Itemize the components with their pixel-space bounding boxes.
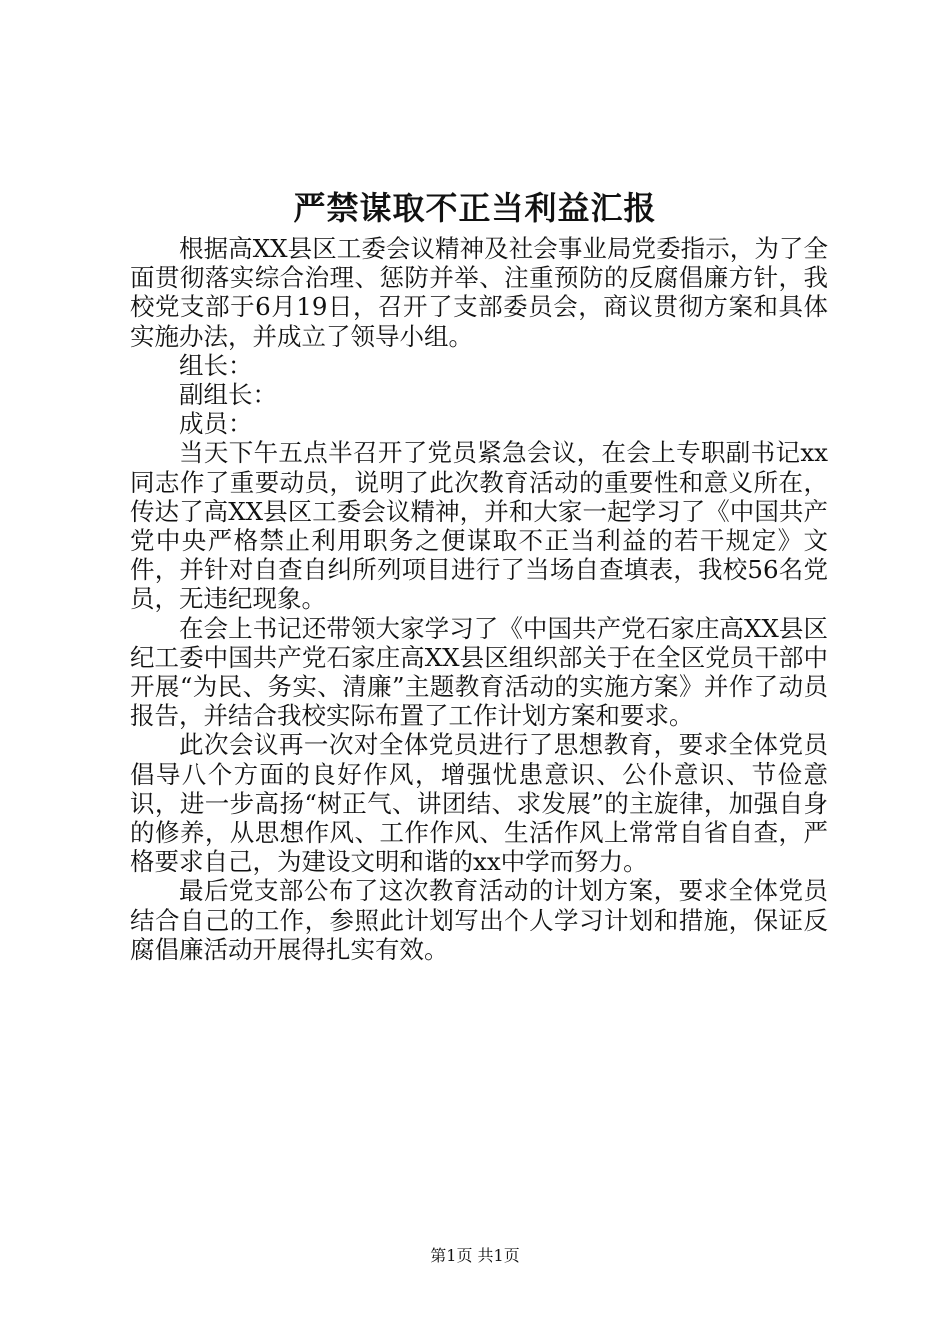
paragraph-study: 在会上书记还带领大家学习了《中国共产党石家庄高XX县区纪工委中国共产党石家庄高XX县区组织部关于在全区党员干部中开展“为民、务实、清廉”主题教育活动的实施方案》并作了动员报告，并结合我校实际布置了工作计划方案和要求。 [130,613,828,731]
paragraph-deputy-leader: 副组长： [179,380,277,410]
paragraph-conclusion: 最后党支部公布了这次教育活动的计划方案，要求全体党员结合自己的工作，参照此计划写出个人学习计划和措施，保证反腐倡廉活动开展得扎实有效。 [130,876,828,964]
paragraph-meeting: 当天下午五点半召开了党员紧急会议，在会上专职副书记xx同志作了重要动员，说明了此次教育活动的重要性和意义所在，传达了高XX县区工委会议精神，并和大家一起学习了《中国共产党中央严格禁止利用职务之便谋取不正当利益的若干规定》文件，并针对自查自纠所列项目进行了当场自查填表，我校56名党员，无违纪现象。 [130,438,828,614]
document-body [130,234,828,964]
paragraph-education: 此次会议再一次对全体党员进行了思想教育，要求全体党员倡导八个方面的良好作风，增强忧患意识、公仆意识、节俭意识，进一步高扬“树正气、讲团结、求发展”的主旋律，加强自身的修养，从思想作风、工作作风、生活作风上常常自省自查，严格要求自己，为建设文明和谐的xx中学而努力。 [130,730,828,877]
document-title: 严禁谋取不正当利益汇报 [293,189,657,227]
paragraph-members: 成员： [179,409,253,439]
paragraph-intro: 根据高XX县区工委会议精神及社会事业局党委指示，为了全面贯彻落实综合治理、惩防并举、注重预防的反腐倡廉方针，我校党支部于6月19日，召开了支部委员会，商议贯彻方案和具体实施办法，并成立了领导小组。 [130,234,828,351]
page-footer: 第1页 共1页 [430,1246,520,1265]
paragraph-group-leader: 组长： [179,350,253,380]
